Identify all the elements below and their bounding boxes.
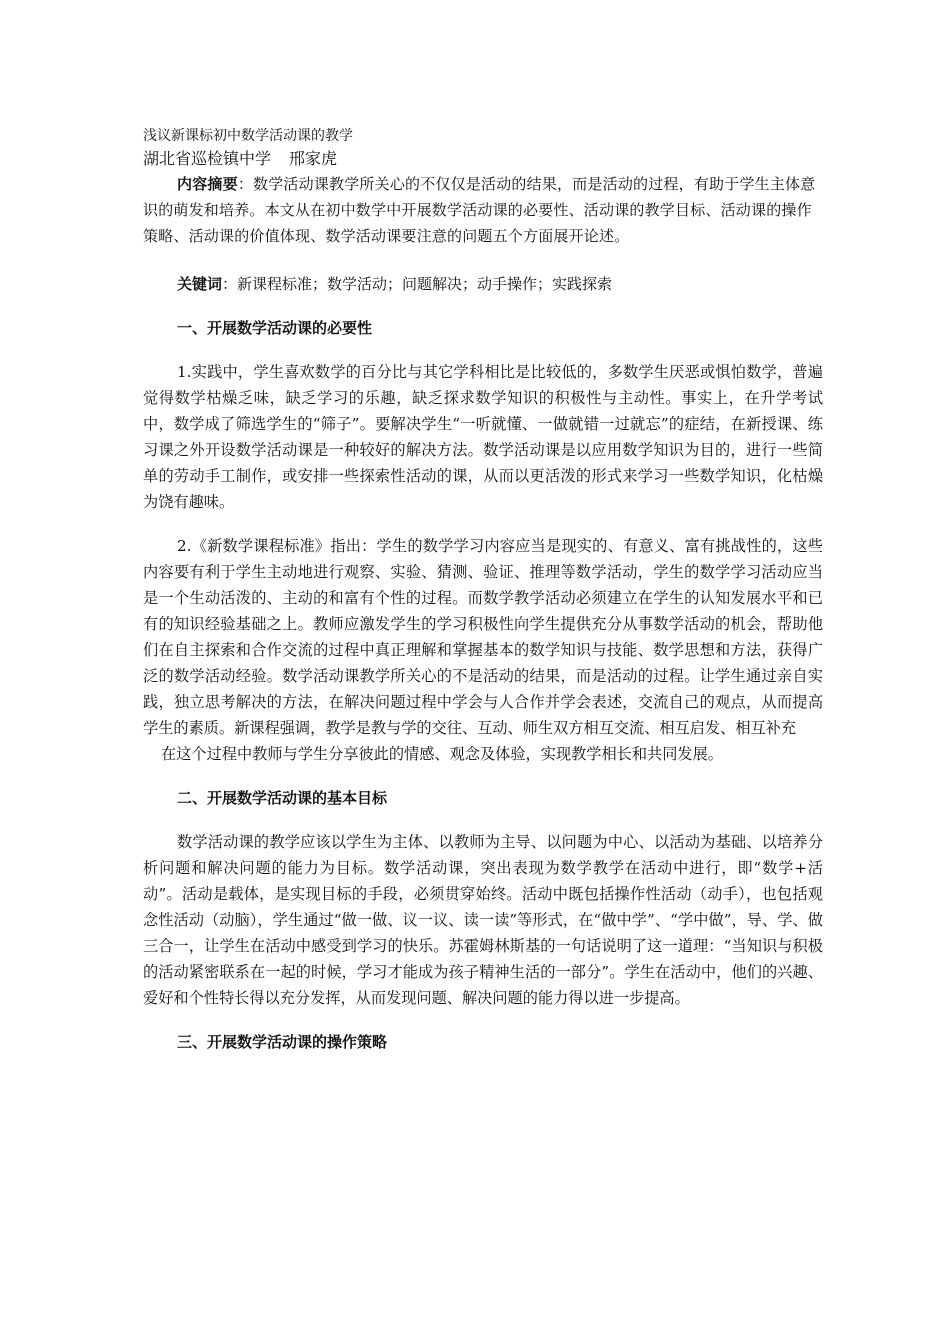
document-title: 浅议新课标初中数学活动课的教学 (143, 128, 353, 144)
section-1-paragraph-2 (143, 533, 823, 767)
keywords (143, 271, 823, 297)
section-1-paragraph-2-body: 2.《新数学课程标准》指出：学生的数学学习内容应当是现实的、有意义、富有挑战性的，这些内容要有利于学生主动地进行观察、实验、猜测、验证、推理等数学活动，学生的数学学习活动应当是一个生动活泼的、主动的和富有个性的过程。而数学教学活动必须建立在学生的认知发展水平和已有的知识经验基础之上。教师应激发学生的学习积极性向学生提供充分从事数学活动的机会，帮助他们在自主探索和合作交流的过程中真正理解和掌握基本的数学知识与技能、数学思想和方法，获得广泛的数学活动经验。数学活动课教学所关心的不是活动的结果，而是活动的过程。让学生通过亲自实践，独立思考解决的方法，在解决问题过程中学会与人合作并学会表述，交流自己的观点，从而提高学生的素质。新课程强调，教学是教与学的交往、互动、师生双方相互交流、相互启发、相互补充 (143, 537, 823, 737)
author-school: 湖北省巡检镇中学 (143, 149, 272, 168)
section-2-paragraph-1: 数学活动课的教学应该以学生为主体、以教师为主导、以问题为中心、以活动为基础、以培养分析问题和解决问题的能力为目标。数学活动课，突出表现为数学教学在活动中进行，即“数学+活动”。活动是载体，是实现目标的手段，必须贯穿始终。活动中既包括操作性活动（动手），也包括观念性活动（动脑），学生通过“做一做、议一议、读一读”等形式，在“做中学”、“学中做”，导、学、做三合一，让学生在活动中感受到学习的快乐。苏霍姆林斯基的一句话说明了这一道理：“当知识与积极的活动紧密联系在一起的时候，学习才能成为孩子精神生活的一部分”。学生在活动中，他们的兴趣、爱好和个性特长得以充分发挥，从而发现问题、解决问题的能力得以进一步提高。 (143, 833, 823, 1007)
section-1-paragraph-2-tail: 在这个过程中教师与学生分享彼此的情感、观念及体验，实现教学相长和共同发展。 (161, 745, 723, 763)
author-name: 邢家虎 (289, 149, 338, 168)
section-heading-2: 二、开展数学活动课的基本目标 (177, 789, 388, 807)
section-1-paragraph-1: 1.实践中，学生喜欢数学的百分比与其它学科相比是比较低的，多数学生厌恶或惧怕数学，普遍觉得数学枯燥乏味，缺乏学习的乐趣，缺乏探求数学知识的积极性与主动性。事实上，在升学考试中，数学成了筛选学生的“筛子”。要解决学生“一听就懂、一做就错一过就忘”的症结，在新授课、练习课之外开设数学活动课是一种较好的解决方法。数学活动课是以应用数学知识为目的，进行一些简单的劳动手工制作，或安排一些探索性活动的课，从而以更活泼的形式来学习一些数学知识，化枯燥为饶有趣味。 (143, 363, 823, 511)
abstract-text: ：数学活动课教学所关心的不仅仅是活动的结果，而是活动的过程，有助于学生主体意识的萌发和培养。本文从在初中数学中开展数学活动课的必要性、活动课的教学目标、活动课的操作策略、活动课的价值体现、数学活动课要注意的问题五个方面展开论述。 (143, 175, 816, 245)
section-heading-3: 三、开展数学活动课的操作策略 (177, 1033, 388, 1051)
abstract (143, 171, 823, 249)
section-heading-1: 一、开展数学活动课的必要性 (177, 319, 373, 337)
author-line (143, 147, 823, 171)
document-page (143, 125, 823, 1055)
keywords-text: ：新课程标准；数学活动；问题解决；动手操作；实践探索 (222, 275, 613, 293)
abstract-label: 内容摘要 (177, 175, 238, 193)
keywords-label: 关键词 (177, 275, 223, 293)
